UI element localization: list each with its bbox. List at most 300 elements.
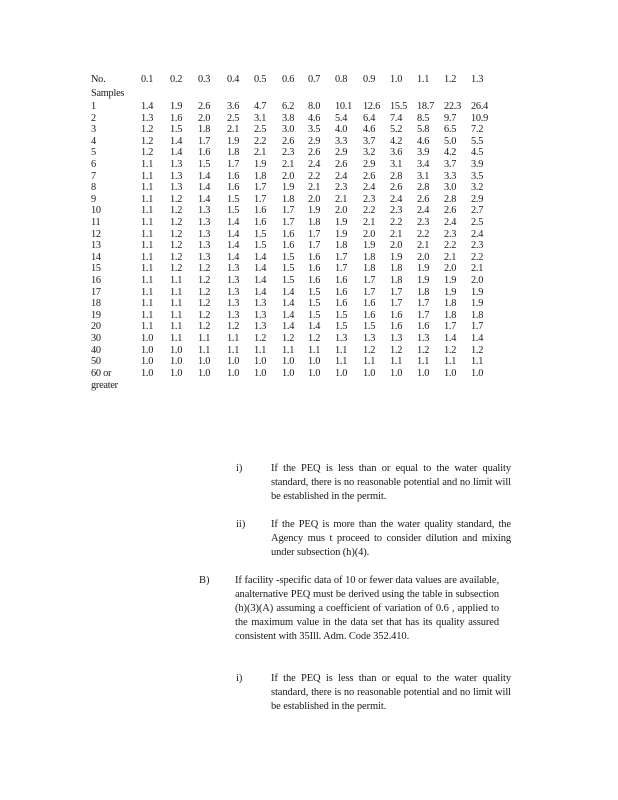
factor-cell: 1.7 <box>282 217 295 228</box>
factor-cell: 1.2 <box>444 345 457 356</box>
factor-cell: 7.4 <box>390 113 403 124</box>
factor-cell: 1.7 <box>444 321 457 332</box>
cv-header: 0.1 <box>141 74 154 85</box>
factor-cell: 1.3 <box>170 171 183 182</box>
factor-cell: 1.0 <box>198 356 211 367</box>
factor-cell: 1.3 <box>227 310 240 321</box>
factor-cell: 1.2 <box>170 217 183 228</box>
factor-cell: 2.6 <box>335 159 348 170</box>
factor-cell: 1.1 <box>170 298 183 309</box>
factor-cell: 2.2 <box>363 205 376 216</box>
factor-cell: 1.5 <box>282 275 295 286</box>
clause-ii-marker: ii) <box>236 519 246 530</box>
factor-cell: 2.9 <box>363 159 376 170</box>
factor-cell: 2.1 <box>471 263 484 274</box>
factor-cell: 4.6 <box>308 113 321 124</box>
factor-cell: 1.2 <box>198 275 211 286</box>
factor-cell: 1.1 <box>335 345 348 356</box>
factor-cell: 1.2 <box>141 147 154 158</box>
factor-cell: 1.3 <box>227 287 240 298</box>
factor-cell: 2.2 <box>254 136 267 147</box>
factor-cell: 1.6 <box>308 252 321 263</box>
factor-cell: 1.0 <box>282 356 295 367</box>
factor-cell: 2.6 <box>417 194 430 205</box>
factor-cell: 1.6 <box>282 240 295 251</box>
factor-cell: 2.0 <box>444 263 457 274</box>
factor-cell: 1.1 <box>170 310 183 321</box>
factor-cell: 1.1 <box>141 217 154 228</box>
factor-cell: 2.6 <box>308 147 321 158</box>
factor-cell: 26.4 <box>471 101 489 112</box>
sample-count-cell: 18 <box>91 298 101 309</box>
factor-cell: 1.9 <box>254 159 267 170</box>
factor-cell: 8.0 <box>308 101 321 112</box>
factor-cell: 1.7 <box>471 321 484 332</box>
factor-cell: 1.3 <box>254 298 267 309</box>
factor-cell: 1.8 <box>363 263 376 274</box>
factor-cell: 1.7 <box>363 287 376 298</box>
factor-cell: 3.1 <box>390 159 403 170</box>
factor-cell: 3.2 <box>471 182 484 193</box>
factor-cell: 2.3 <box>471 240 484 251</box>
factor-cell: 1.6 <box>417 321 430 332</box>
factor-cell: 2.6 <box>282 136 295 147</box>
factor-cell: 2.9 <box>308 136 321 147</box>
factor-cell: 1.9 <box>471 298 484 309</box>
factor-cell: 1.7 <box>390 298 403 309</box>
factor-cell: 4.2 <box>390 136 403 147</box>
factor-cell: 1.7 <box>335 263 348 274</box>
factor-cell: 1.5 <box>282 252 295 263</box>
factor-cell: 1.1 <box>141 159 154 170</box>
factor-cell: 2.0 <box>363 229 376 240</box>
cv-header: 0.8 <box>335 74 348 85</box>
factor-cell: 1.1 <box>198 333 211 344</box>
sample-count-cell: 19 <box>91 310 101 321</box>
sample-count-cell: 5 <box>91 147 96 158</box>
factor-cell: 1.7 <box>390 287 403 298</box>
factor-cell: 5.8 <box>417 124 430 135</box>
factor-cell: 4.6 <box>363 124 376 135</box>
factor-cell: 3.0 <box>282 124 295 135</box>
factor-cell: 1.2 <box>471 345 484 356</box>
factor-cell: 1.8 <box>227 147 240 158</box>
factor-cell: 1.6 <box>308 263 321 274</box>
factor-cell: 1.6 <box>335 287 348 298</box>
factor-cell: 2.6 <box>363 171 376 182</box>
cv-header: 1.3 <box>471 74 484 85</box>
clause-i2-marker: i) <box>236 673 243 684</box>
sample-count-cell: 50 <box>91 356 101 367</box>
factor-cell: 1.3 <box>198 252 211 263</box>
sample-count-cell: 14 <box>91 252 101 263</box>
factor-cell: 1.0 <box>417 368 430 379</box>
factor-cell: 1.7 <box>282 205 295 216</box>
factor-cell: 1.9 <box>417 263 430 274</box>
factor-cell: 6.2 <box>282 101 295 112</box>
factor-cell: 1.4 <box>308 321 321 332</box>
clause-i-marker: i) <box>236 463 243 474</box>
factor-cell: 1.9 <box>170 101 183 112</box>
factor-cell: 1.0 <box>227 368 240 379</box>
factor-cell: 2.6 <box>390 182 403 193</box>
factor-cell: 1.9 <box>363 240 376 251</box>
clause-i-text: If the PEQ is less than or equal to the water quality standard, there is no reasonable potential and no limit will be established in the permit. <box>271 463 511 502</box>
factor-cell: 5.0 <box>444 136 457 147</box>
sample-count-cell: 15 <box>91 263 101 274</box>
factor-cell: 3.4 <box>417 159 430 170</box>
factor-cell: 1.4 <box>170 147 183 158</box>
factor-cell: 1.4 <box>198 171 211 182</box>
sample-count-cell-line2: greater <box>91 380 118 391</box>
factor-cell: 2.4 <box>308 159 321 170</box>
factor-cell: 1.6 <box>170 113 183 124</box>
factor-cell: 1.1 <box>141 240 154 251</box>
factor-cell: 1.3 <box>254 321 267 332</box>
factor-cell: 1.4 <box>471 333 484 344</box>
factor-cell: 1.0 <box>141 356 154 367</box>
factor-cell: 2.5 <box>471 217 484 228</box>
factor-cell: 2.6 <box>444 205 457 216</box>
factor-cell: 3.6 <box>390 147 403 158</box>
factor-cell: 1.4 <box>282 310 295 321</box>
factor-cell: 1.1 <box>198 345 211 356</box>
sample-count-cell: 4 <box>91 136 96 147</box>
factor-cell: 1.3 <box>198 240 211 251</box>
factor-cell: 1.4 <box>254 263 267 274</box>
factor-cell: 1.6 <box>335 275 348 286</box>
factor-cell: 2.8 <box>444 194 457 205</box>
factor-cell: 3.3 <box>444 171 457 182</box>
factor-cell: 1.1 <box>141 310 154 321</box>
factor-cell: 2.4 <box>417 205 430 216</box>
cv-header: 0.4 <box>227 74 240 85</box>
factor-cell: 1.1 <box>282 345 295 356</box>
factor-cell: 1.4 <box>254 275 267 286</box>
factor-cell: 2.5 <box>254 124 267 135</box>
factor-cell: 1.1 <box>471 356 484 367</box>
factor-cell: 1.1 <box>363 356 376 367</box>
factor-cell: 10.1 <box>335 101 353 112</box>
factor-cell: 1.6 <box>363 310 376 321</box>
sample-count-cell: 3 <box>91 124 96 135</box>
clause-ii-text: If the PEQ is more than the water quality standard, the Agency mus t proceed to consider dilution and mixing under subsection (h)(4). <box>271 519 511 558</box>
factor-cell: 1.1 <box>170 287 183 298</box>
factor-cell: 1.1 <box>141 194 154 205</box>
sample-count-cell: 40 <box>91 345 101 356</box>
factor-cell: 1.6 <box>335 298 348 309</box>
factor-cell: 1.4 <box>444 333 457 344</box>
factor-cell: 9.7 <box>444 113 457 124</box>
factor-cell: 2.4 <box>335 171 348 182</box>
sample-count-cell: 10 <box>91 205 101 216</box>
factor-cell: 1.4 <box>227 252 240 263</box>
factor-cell: 1.6 <box>308 275 321 286</box>
sample-count-cell: 60 or <box>91 368 112 379</box>
factor-cell: 1.2 <box>198 298 211 309</box>
sample-count-cell: 8 <box>91 182 96 193</box>
factor-cell: 2.4 <box>444 217 457 228</box>
factor-cell: 1.1 <box>141 298 154 309</box>
cv-header: 1.0 <box>390 74 403 85</box>
factor-cell: 2.2 <box>444 240 457 251</box>
sample-count-cell: 2 <box>91 113 96 124</box>
sample-count-cell: 16 <box>91 275 101 286</box>
factor-cell: 1.2 <box>170 194 183 205</box>
factor-cell: 1.3 <box>335 333 348 344</box>
factor-cell: 1.1 <box>141 171 154 182</box>
factor-cell: 1.3 <box>390 333 403 344</box>
factor-cell: 3.7 <box>444 159 457 170</box>
factor-cell: 1.1 <box>170 333 183 344</box>
factor-cell: 2.1 <box>363 217 376 228</box>
factor-cell: 2.0 <box>198 113 211 124</box>
factor-cell: 1.7 <box>335 252 348 263</box>
factor-cell: 1.6 <box>254 205 267 216</box>
factor-cell: 1.0 <box>170 345 183 356</box>
factor-cell: 1.7 <box>417 310 430 321</box>
factor-cell: 1.2 <box>170 240 183 251</box>
factor-cell: 1.1 <box>254 345 267 356</box>
factor-cell: 3.9 <box>471 159 484 170</box>
factor-cell: 1.6 <box>227 171 240 182</box>
factor-cell: 1.0 <box>282 368 295 379</box>
factor-cell: 1.8 <box>390 275 403 286</box>
factor-cell: 1.2 <box>417 345 430 356</box>
factor-cell: 5.2 <box>390 124 403 135</box>
factor-cell: 1.2 <box>390 345 403 356</box>
factor-cell: 2.1 <box>390 229 403 240</box>
factor-cell: 1.8 <box>198 124 211 135</box>
factor-cell: 1.2 <box>198 263 211 274</box>
factor-cell: 3.8 <box>282 113 295 124</box>
sample-count-cell: 13 <box>91 240 101 251</box>
factor-cell: 1.6 <box>282 229 295 240</box>
factor-cell: 1.4 <box>170 136 183 147</box>
factor-cell: 1.8 <box>335 240 348 251</box>
clause-i2-text: If the PEQ is less than or equal to the water quality standard, there is no reasonable potential and no limit will be established in the permit. <box>271 673 511 712</box>
cv-header: 1.1 <box>417 74 430 85</box>
factor-cell: 1.4 <box>282 321 295 332</box>
factor-cell: 1.1 <box>141 275 154 286</box>
factor-cell: 1.2 <box>282 333 295 344</box>
sample-count-cell: 6 <box>91 159 96 170</box>
sample-count-cell: 17 <box>91 287 101 298</box>
factor-cell: 1.9 <box>227 136 240 147</box>
factor-cell: 2.2 <box>390 217 403 228</box>
factor-cell: 1.2 <box>198 287 211 298</box>
factor-cell: 1.8 <box>390 263 403 274</box>
factor-cell: 1.7 <box>363 275 376 286</box>
factor-cell: 4.0 <box>335 124 348 135</box>
factor-cell: 1.1 <box>141 252 154 263</box>
factor-cell: 8.5 <box>417 113 430 124</box>
factor-cell: 3.7 <box>363 136 376 147</box>
factor-cell: 1.3 <box>141 113 154 124</box>
factor-cell: 1.2 <box>141 124 154 135</box>
factor-cell: 2.1 <box>444 252 457 263</box>
factor-cell: 1.4 <box>282 298 295 309</box>
factor-cell: 1.3 <box>227 275 240 286</box>
factor-cell: 1.2 <box>170 205 183 216</box>
factor-cell: 1.5 <box>335 321 348 332</box>
factor-cell: 1.5 <box>254 240 267 251</box>
factor-cell: 1.9 <box>335 229 348 240</box>
factor-cell: 1.0 <box>198 368 211 379</box>
factor-cell: 3.2 <box>363 147 376 158</box>
factor-cell: 1.7 <box>198 136 211 147</box>
factor-cell: 3.1 <box>254 113 267 124</box>
cv-header: 0.6 <box>282 74 295 85</box>
factor-cell: 1.6 <box>363 298 376 309</box>
factor-cell: 1.1 <box>141 205 154 216</box>
factor-cell: 10.9 <box>471 113 489 124</box>
factor-cell: 4.2 <box>444 147 457 158</box>
factor-cell: 1.1 <box>170 321 183 332</box>
factor-cell: 1.0 <box>170 368 183 379</box>
factor-cell: 2.1 <box>335 194 348 205</box>
factor-cell: 2.1 <box>227 124 240 135</box>
factor-cell: 1.8 <box>282 194 295 205</box>
factor-cell: 5.5 <box>471 136 484 147</box>
factor-cell: 1.1 <box>308 345 321 356</box>
factor-cell: 2.0 <box>417 252 430 263</box>
factor-cell: 1.2 <box>141 136 154 147</box>
factor-cell: 2.0 <box>282 171 295 182</box>
factor-cell: 1.4 <box>198 194 211 205</box>
factor-cell: 1.4 <box>227 229 240 240</box>
factor-cell: 1.7 <box>227 159 240 170</box>
factor-cell: 1.0 <box>308 368 321 379</box>
factor-cell: 1.0 <box>141 345 154 356</box>
factor-cell: 1.4 <box>227 217 240 228</box>
factor-cell: 1.7 <box>308 229 321 240</box>
cv-header: 0.2 <box>170 74 183 85</box>
factor-cell: 2.4 <box>390 194 403 205</box>
factor-cell: 1.3 <box>170 159 183 170</box>
factor-cell: 1.0 <box>170 356 183 367</box>
factor-cell: 1.4 <box>282 287 295 298</box>
factor-cell: 2.3 <box>282 147 295 158</box>
factor-cell: 1.9 <box>282 182 295 193</box>
factor-cell: 1.3 <box>363 333 376 344</box>
cv-header: 0.7 <box>308 74 321 85</box>
factor-cell: 1.3 <box>198 217 211 228</box>
factor-cell: 1.0 <box>390 368 403 379</box>
factor-cell: 1.7 <box>417 298 430 309</box>
factor-cell: 1.6 <box>198 147 211 158</box>
factor-cell: 18.7 <box>417 101 435 112</box>
factor-cell: 2.3 <box>390 205 403 216</box>
factor-cell: 1.5 <box>198 159 211 170</box>
factor-cell: 1.8 <box>417 287 430 298</box>
factor-cell: 1.8 <box>444 310 457 321</box>
sample-count-cell: 11 <box>91 217 101 228</box>
factor-cell: 1.0 <box>335 368 348 379</box>
factor-cell: 1.1 <box>141 229 154 240</box>
factor-cell: 2.7 <box>471 205 484 216</box>
factor-cell: 1.9 <box>417 275 430 286</box>
factor-cell: 1.2 <box>227 321 240 332</box>
factor-cell: 1.0 <box>254 368 267 379</box>
factor-cell: 1.8 <box>308 217 321 228</box>
factor-cell: 2.5 <box>227 113 240 124</box>
factor-cell: 1.2 <box>170 252 183 263</box>
factor-cell: 15.5 <box>390 101 408 112</box>
factor-cell: 1.4 <box>254 287 267 298</box>
factor-cell: 2.3 <box>335 182 348 193</box>
cv-header: 0.9 <box>363 74 376 85</box>
factor-cell: 2.6 <box>198 101 211 112</box>
factor-cell: 1.5 <box>308 310 321 321</box>
factor-cell: 1.6 <box>254 217 267 228</box>
factor-cell: 1.6 <box>390 310 403 321</box>
sample-count-cell: 1 <box>91 101 96 112</box>
factor-cell: 1.8 <box>444 298 457 309</box>
factor-cell: 1.1 <box>141 287 154 298</box>
factor-cell: 12.6 <box>363 101 381 112</box>
factor-cell: 2.2 <box>471 252 484 263</box>
factor-cell: 1.1 <box>141 263 154 274</box>
factor-cell: 1.2 <box>308 333 321 344</box>
factor-cell: 1.5 <box>308 298 321 309</box>
factor-cell: 1.4 <box>254 252 267 263</box>
factor-cell: 3.3 <box>335 136 348 147</box>
factor-cell: 1.3 <box>227 298 240 309</box>
factor-cell: 2.0 <box>390 240 403 251</box>
factor-cell: 1.9 <box>444 287 457 298</box>
factor-cell: 2.0 <box>471 275 484 286</box>
factor-cell: 2.8 <box>390 171 403 182</box>
factor-cell: 2.9 <box>335 147 348 158</box>
cv-header: 0.5 <box>254 74 267 85</box>
factor-cell: 2.0 <box>335 205 348 216</box>
factor-cell: 2.1 <box>308 182 321 193</box>
factor-cell: 1.8 <box>363 252 376 263</box>
factor-cell: 2.1 <box>417 240 430 251</box>
factor-cell: 1.1 <box>141 321 154 332</box>
factor-cell: 1.9 <box>335 217 348 228</box>
sample-count-cell: 7 <box>91 171 96 182</box>
clause-b-text: If facility -specific data of 10 or fewer data values are available, analternative PEQ must be derived using the table in subsection (h)(3)(A) assuming a coefficient of variation of 0.6 , applied to the maximum value in the data set that has its quality assured consistent with 35Ill. Adm. Code 352.410. <box>235 575 499 642</box>
factor-cell: 4.5 <box>471 147 484 158</box>
factor-cell: 1.2 <box>170 263 183 274</box>
factor-cell: 1.0 <box>471 368 484 379</box>
factor-cell: 1.4 <box>227 240 240 251</box>
factor-cell: 2.1 <box>254 147 267 158</box>
factor-cell: 1.9 <box>390 252 403 263</box>
factor-cell: 1.0 <box>227 356 240 367</box>
factor-cell: 1.1 <box>444 356 457 367</box>
cv-header: 0.3 <box>198 74 211 85</box>
clause-b-marker: B) <box>199 575 210 586</box>
factor-cell: 2.0 <box>308 194 321 205</box>
factor-cell: 3.9 <box>417 147 430 158</box>
factor-cell: 1.5 <box>227 194 240 205</box>
factor-cell: 1.0 <box>363 368 376 379</box>
factor-cell: 1.1 <box>417 356 430 367</box>
factor-cell: 1.3 <box>254 310 267 321</box>
factor-cell: 22.3 <box>444 101 462 112</box>
factor-cell: 1.7 <box>254 194 267 205</box>
factor-cell: 1.0 <box>308 356 321 367</box>
factor-cell: 1.6 <box>227 182 240 193</box>
factor-cell: 1.3 <box>198 229 211 240</box>
factor-cell: 1.9 <box>444 275 457 286</box>
factor-cell: 3.1 <box>417 171 430 182</box>
sample-count-cell: 30 <box>91 333 101 344</box>
factor-cell: 1.5 <box>308 287 321 298</box>
